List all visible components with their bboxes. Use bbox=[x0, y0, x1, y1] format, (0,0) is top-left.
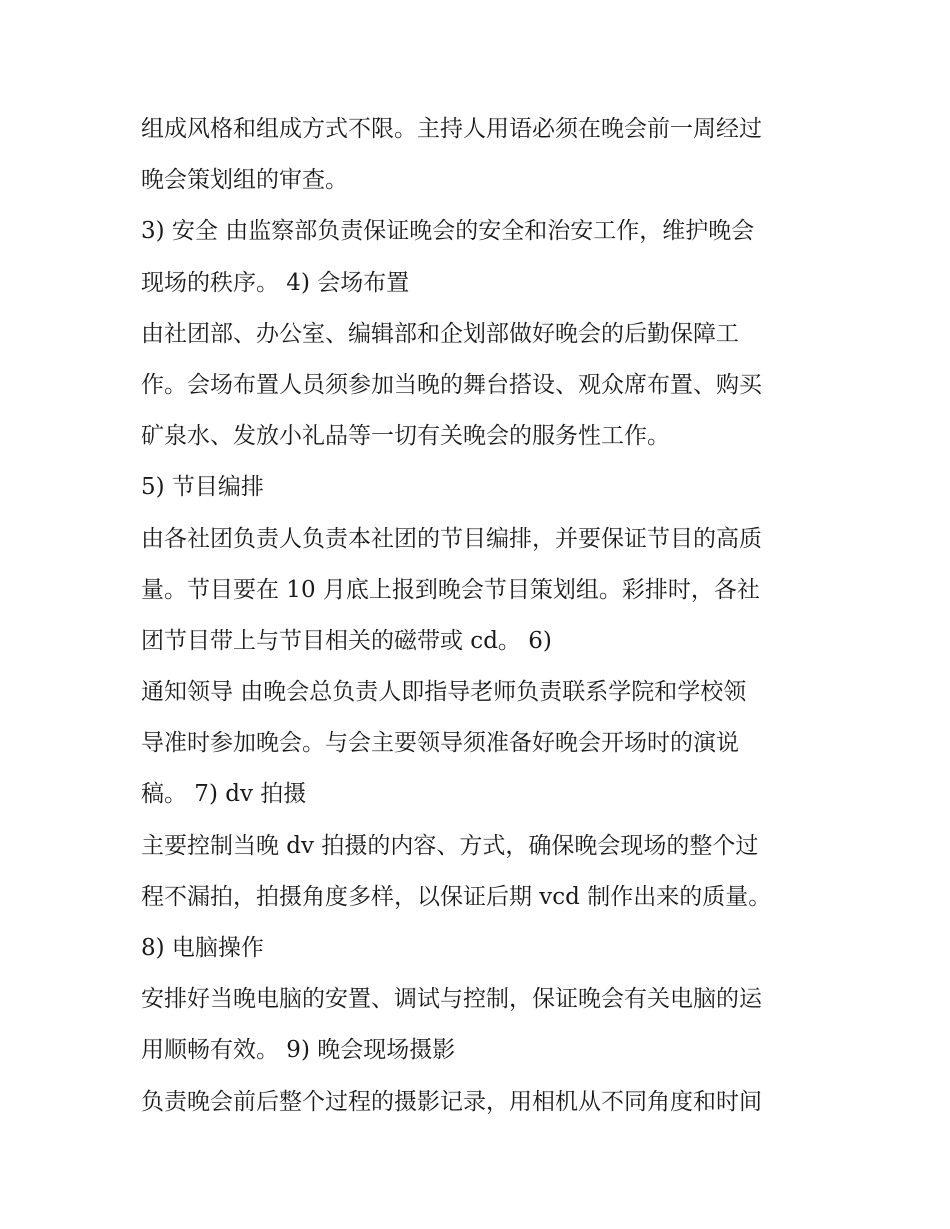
text-line-4: 现场的秩序。 4) 会场布置 bbox=[141, 269, 410, 296]
text-line-17: 8) 电脑操作 bbox=[141, 935, 264, 961]
text-line-20: 负责晚会前后整个过程的摄影记录，用相机从不同角度和时间 bbox=[141, 1088, 762, 1115]
text-line-7: 矿泉水、发放小礼品等一切有关晚会的服务性工作。 bbox=[141, 423, 670, 450]
text-line-15: 主要控制当晚 dv 拍摄的内容、方式，确保晚会现场的整个过 bbox=[141, 832, 759, 859]
text-line-1: 组成风格和组成方式不限。主持人用语必须在晚会前一周经过 bbox=[141, 116, 762, 142]
text-line-14: 稿。 7) dv 拍摄 bbox=[141, 781, 307, 808]
text-line-12: 通知领导 由晚会总负责人即指导老师负责联系学院和学校领 bbox=[141, 679, 747, 706]
text-line-8: 5) 节目编排 bbox=[141, 474, 264, 501]
text-line-6: 作。会场布置人员须参加当晚的舞台搭设、观众席布置、购买 bbox=[141, 371, 762, 398]
text-line-18: 安排好当晚电脑的安置、调试与控制，保证晚会有关电脑的运 bbox=[141, 986, 762, 1013]
text-line-2: 晚会策划组的审查。 bbox=[141, 167, 348, 194]
text-line-11: 团节目带上与节目相关的磁带或 cd。 6) bbox=[141, 627, 552, 654]
text-line-16: 程不漏拍，拍摄角度多样，以保证后期 vcd 制作出来的质量。 bbox=[141, 883, 772, 910]
text-line-3: 3) 安全 由监察部负责保证晚会的安全和治安工作，维护晚会 bbox=[141, 218, 755, 245]
text-line-10: 量。节目要在 10 月底上报到晚会节目策划组。彩排时，各社 bbox=[141, 576, 760, 603]
text-line-19: 用顺畅有效。 9) 晚会现场摄影 bbox=[141, 1037, 456, 1064]
body-text bbox=[141, 104, 821, 1128]
text-line-9: 由各社团负责人负责本社团的节目编排，并要保证节目的高质 bbox=[141, 525, 762, 552]
text-line-5: 由社团部、办公室、编辑部和企划部做好晚会的后勤保障工 bbox=[141, 320, 739, 347]
text-line-13: 导准时参加晚会。与会主要领导须准备好晚会开场时的演说 bbox=[141, 730, 739, 757]
